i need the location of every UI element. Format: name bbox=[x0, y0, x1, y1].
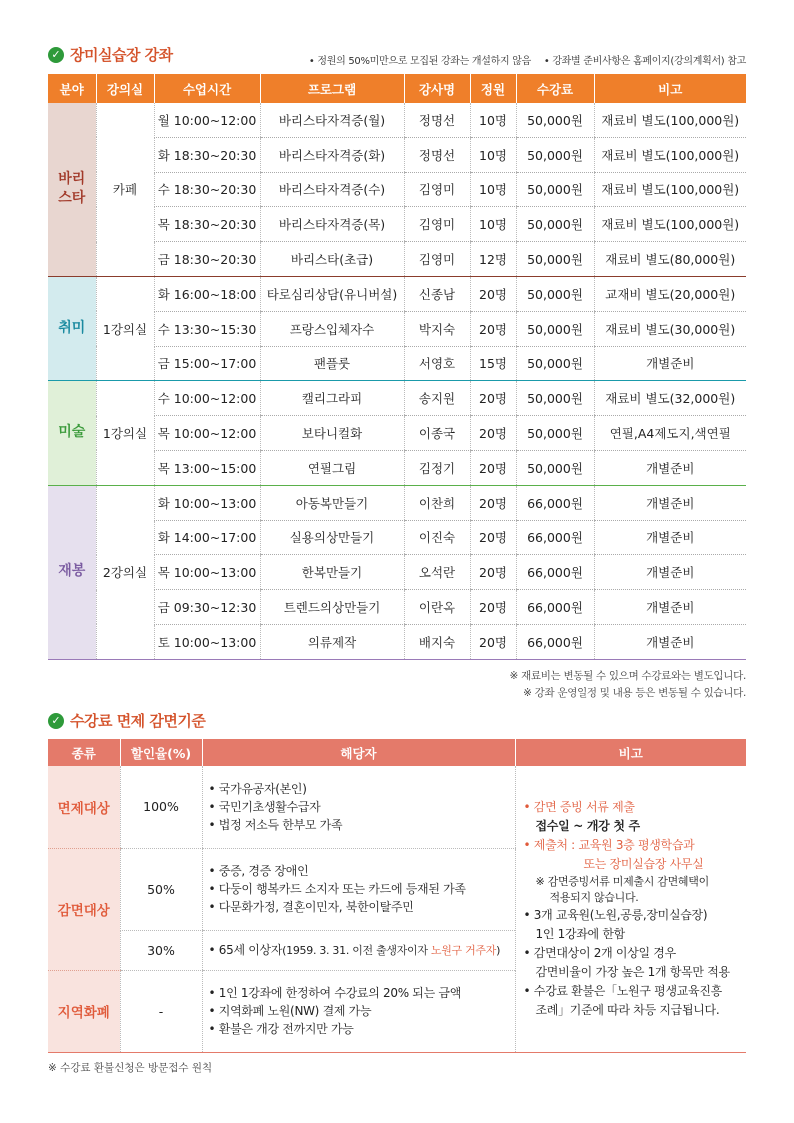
header-eligible: 해당자 bbox=[202, 739, 515, 766]
tuition: 66,000원 bbox=[516, 624, 594, 659]
program-name: 바리스타자격증(목) bbox=[260, 207, 404, 242]
capacity: 10명 bbox=[470, 103, 516, 137]
class-time: 토 10:00~13:00 bbox=[154, 624, 260, 659]
remark: 재료비 별도(80,000원) bbox=[594, 242, 746, 277]
course-header-cell: 분야 bbox=[48, 74, 96, 103]
instructor: 이종국 bbox=[404, 416, 470, 451]
note-preparation: • 강좌별 준비사항은 홈페이지(강의계획서) 참고 bbox=[543, 56, 746, 67]
program-name: 실용의상만들기 bbox=[260, 520, 404, 555]
capacity: 10명 bbox=[470, 137, 516, 172]
instructor: 박지숙 bbox=[404, 311, 470, 346]
program-name: 타로심리상담(유니버설) bbox=[260, 276, 404, 311]
tuition: 66,000원 bbox=[516, 590, 594, 625]
eligible-item: • 다문화가정, 결혼이민자, 북한이탈주민 bbox=[208, 900, 414, 914]
room-label: 1강의실 bbox=[96, 276, 154, 380]
remark: 재료비 별도(100,000원) bbox=[594, 103, 746, 137]
capacity: 20명 bbox=[470, 590, 516, 625]
program-name: 보타니컬화 bbox=[260, 416, 404, 451]
top-notes bbox=[299, 52, 746, 67]
program-name: 팬플룻 bbox=[260, 346, 404, 381]
fee-row-exempt bbox=[48, 766, 746, 848]
eligible-item: • 환불은 개강 전까지만 가능 bbox=[208, 1022, 354, 1036]
section-header-fee-reduction bbox=[48, 710, 205, 731]
capacity: 20명 bbox=[470, 450, 516, 485]
program-name: 바리스타자격증(화) bbox=[260, 137, 404, 172]
remark: 재료비 별도(100,000원) bbox=[594, 172, 746, 207]
remark-refund: • 수강료 환불은「노원구 평생교육진흥 bbox=[523, 983, 722, 998]
class-time: 금 15:00~17:00 bbox=[154, 346, 260, 381]
class-time: 목 13:00~15:00 bbox=[154, 450, 260, 485]
tuition: 50,000원 bbox=[516, 276, 594, 311]
instructor: 김영미 bbox=[404, 207, 470, 242]
refund-footnote: ※ 수강료 환불신청은 방문접수 원칙 bbox=[48, 1062, 213, 1074]
capacity: 20명 bbox=[470, 311, 516, 346]
class-time: 화 10:00~13:00 bbox=[154, 485, 260, 520]
class-time: 금 18:30~20:30 bbox=[154, 242, 260, 277]
eligible-local-currency bbox=[202, 970, 515, 1052]
course-row bbox=[48, 103, 746, 137]
area-label: 취미 bbox=[48, 276, 96, 380]
course-header-cell: 프로그램 bbox=[260, 74, 404, 103]
tuition: 50,000원 bbox=[516, 416, 594, 451]
eligible-item: • 법정 저소득 한부모 가족 bbox=[208, 817, 343, 832]
tuition: 66,000원 bbox=[516, 555, 594, 590]
remark: 재료비 별도(32,000원) bbox=[594, 381, 746, 416]
room-label: 카페 bbox=[96, 103, 154, 276]
course-header-row bbox=[48, 74, 746, 103]
tuition: 50,000원 bbox=[516, 346, 594, 381]
course-header-cell: 수업시간 bbox=[154, 74, 260, 103]
eligible-item: • 중증, 경증 장애인 bbox=[208, 864, 309, 878]
remark-three-centers: • 3개 교육원(노원,공릉,장미실습장) bbox=[523, 907, 708, 922]
check-circle-icon: ✓ bbox=[48, 47, 64, 63]
check-circle-icon: ✓ bbox=[48, 713, 64, 729]
eligible-reduce-30 bbox=[202, 930, 515, 970]
fee-header-row bbox=[48, 739, 746, 766]
rate-reduce-50: 50% bbox=[120, 848, 202, 930]
eligible-item: • 다둥이 행복카드 소지자 또는 카드에 등재된 가족 bbox=[208, 882, 466, 896]
remark-highest-rate: 감면비율이 가장 높은 1개 항목만 적용 bbox=[535, 964, 730, 979]
category-reduce: 감면대상 bbox=[48, 848, 120, 970]
program-name: 바리스타(초급) bbox=[260, 242, 404, 277]
tuition: 50,000원 bbox=[516, 137, 594, 172]
remark: 재료비 별도(30,000원) bbox=[594, 311, 746, 346]
tuition: 50,000원 bbox=[516, 103, 594, 137]
tuition: 66,000원 bbox=[516, 485, 594, 520]
eligible-item: • 국민기초생활수급자 bbox=[208, 799, 321, 814]
program-name: 캘리그라피 bbox=[260, 381, 404, 416]
class-time: 목 18:30~20:30 bbox=[154, 207, 260, 242]
eligible-senior-resident: 노원구 거주자 bbox=[430, 943, 497, 957]
rate-local-currency: - bbox=[120, 970, 202, 1052]
tuition: 50,000원 bbox=[516, 172, 594, 207]
instructor: 김영미 bbox=[404, 172, 470, 207]
instructor: 서영호 bbox=[404, 346, 470, 381]
eligible-senior-condition: (1959. 3. 31. 이전 출생자이자 bbox=[282, 943, 431, 957]
class-time: 월 10:00~12:00 bbox=[154, 103, 260, 137]
eligible-senior-close: ) bbox=[496, 943, 501, 957]
class-time: 목 10:00~12:00 bbox=[154, 416, 260, 451]
remark-multiple-eligibility: • 감면대상이 2개 이상일 경우 bbox=[523, 945, 676, 960]
class-time: 수 13:30~15:30 bbox=[154, 311, 260, 346]
instructor: 정명선 bbox=[404, 103, 470, 137]
instructor: 김정기 bbox=[404, 450, 470, 485]
section-title: 수강료 면제 감면기준 bbox=[70, 712, 206, 730]
eligible-item: • 1인 1강좌에 한정하여 수강료의 20% 되는 금액 bbox=[208, 986, 461, 1000]
section-header-courses bbox=[48, 44, 173, 65]
instructor: 이찬희 bbox=[404, 485, 470, 520]
class-time: 수 18:30~20:30 bbox=[154, 172, 260, 207]
remark: 개별준비 bbox=[594, 624, 746, 659]
header-rate: 할인율(%) bbox=[120, 739, 202, 766]
instructor: 배지숙 bbox=[404, 624, 470, 659]
remark: 개별준비 bbox=[594, 346, 746, 381]
capacity: 12명 bbox=[470, 242, 516, 277]
rate-reduce-30: 30% bbox=[120, 930, 202, 970]
remark-docs: • 감면 증빙 서류 제출 bbox=[523, 799, 635, 814]
rate-exempt: 100% bbox=[120, 766, 202, 848]
capacity: 20명 bbox=[470, 276, 516, 311]
capacity: 20명 bbox=[470, 555, 516, 590]
tuition: 50,000원 bbox=[516, 242, 594, 277]
area-label: 미술 bbox=[48, 381, 96, 485]
remark: 개별준비 bbox=[594, 450, 746, 485]
eligible-item: • 지역화폐 노원(NW) 결제 가능 bbox=[208, 1004, 372, 1018]
header-type: 종류 bbox=[48, 739, 120, 766]
course-row bbox=[48, 485, 746, 520]
course-row bbox=[48, 276, 746, 311]
capacity: 20명 bbox=[470, 416, 516, 451]
tuition: 66,000원 bbox=[516, 520, 594, 555]
instructor: 오석란 bbox=[404, 555, 470, 590]
class-time: 화 16:00~18:00 bbox=[154, 276, 260, 311]
remark: 개별준비 bbox=[594, 520, 746, 555]
course-table bbox=[48, 74, 746, 660]
section-title: 장미실습장 강좌 bbox=[70, 46, 173, 64]
eligible-item: • 국가유공자(본인) bbox=[208, 781, 307, 796]
remark-warning: ※ 감면증빙서류 미제출시 감면혜택이 bbox=[535, 874, 709, 888]
course-header-cell: 정원 bbox=[470, 74, 516, 103]
program-name: 프랑스입체자수 bbox=[260, 311, 404, 346]
capacity: 15명 bbox=[470, 346, 516, 381]
remark: 연필,A4제도지,색연필 bbox=[594, 416, 746, 451]
course-header-cell: 수강료 bbox=[516, 74, 594, 103]
class-time: 금 09:30~12:30 bbox=[154, 590, 260, 625]
capacity: 20명 bbox=[470, 624, 516, 659]
course-row bbox=[48, 381, 746, 416]
header-remarks: 비고 bbox=[515, 739, 746, 766]
area-label: 재봉 bbox=[48, 485, 96, 659]
class-time: 목 10:00~13:00 bbox=[154, 555, 260, 590]
program-name: 트렌드의상만들기 bbox=[260, 590, 404, 625]
course-header-cell: 강의실 bbox=[96, 74, 154, 103]
capacity: 20명 bbox=[470, 381, 516, 416]
eligible-exempt bbox=[202, 766, 515, 848]
remark: 재료비 별도(100,000원) bbox=[594, 137, 746, 172]
class-time: 화 14:00~17:00 bbox=[154, 520, 260, 555]
program-name: 바리스타자격증(월) bbox=[260, 103, 404, 137]
remark: 재료비 별도(100,000원) bbox=[594, 207, 746, 242]
tuition: 50,000원 bbox=[516, 450, 594, 485]
remark-submit-place-alt: 또는 장미실습장 사무실 bbox=[583, 856, 704, 871]
program-name: 연필그림 bbox=[260, 450, 404, 485]
instructor: 신종남 bbox=[404, 276, 470, 311]
remark-refund-cont: 조례」기준에 따라 차등 지급됩니다. bbox=[535, 1002, 720, 1017]
capacity: 10명 bbox=[470, 172, 516, 207]
instructor: 이란옥 bbox=[404, 590, 470, 625]
capacity: 10명 bbox=[470, 207, 516, 242]
remark: 개별준비 bbox=[594, 485, 746, 520]
area-label: 바리 스타 bbox=[48, 103, 96, 276]
remark-submit-place: • 제출처 : 교육원 3층 평생학습과 bbox=[523, 837, 695, 852]
remark-one-course: 1인 1강좌에 한함 bbox=[535, 926, 625, 941]
remark: 교재비 별도(20,000원) bbox=[594, 276, 746, 311]
note-material-fee: ※ 재료비는 변동될 수 있으며 수강료와는 별도입니다. bbox=[509, 670, 746, 682]
remark: 개별준비 bbox=[594, 555, 746, 590]
program-name: 바리스타자격증(수) bbox=[260, 172, 404, 207]
remark: 개별준비 bbox=[594, 590, 746, 625]
material-notes bbox=[510, 668, 746, 702]
room-label: 2강의실 bbox=[96, 485, 154, 659]
course-header-cell: 비고 bbox=[594, 74, 746, 103]
program-name: 의류제작 bbox=[260, 624, 404, 659]
eligible-reduce-50 bbox=[202, 848, 515, 930]
room-label: 1강의실 bbox=[96, 381, 154, 485]
instructor: 김영미 bbox=[404, 242, 470, 277]
class-time: 수 10:00~12:00 bbox=[154, 381, 260, 416]
remarks-cell bbox=[515, 766, 746, 1052]
program-name: 한복만들기 bbox=[260, 555, 404, 590]
capacity: 20명 bbox=[470, 520, 516, 555]
fee-reduction-table bbox=[48, 739, 746, 1053]
tuition: 50,000원 bbox=[516, 207, 594, 242]
remark-docs-period: 접수일 ~ 개강 첫 주 bbox=[535, 818, 640, 833]
instructor: 이진숙 bbox=[404, 520, 470, 555]
capacity: 20명 bbox=[470, 485, 516, 520]
remark-warning-cont: 적용되지 않습니다. bbox=[549, 890, 639, 904]
program-name: 아동복만들기 bbox=[260, 485, 404, 520]
instructor: 정명선 bbox=[404, 137, 470, 172]
note-schedule-change: ※ 강좌 운영일정 및 내용 등은 변동될 수 있습니다. bbox=[523, 687, 746, 699]
category-exempt: 면제대상 bbox=[48, 766, 120, 848]
course-header-cell: 강사명 bbox=[404, 74, 470, 103]
category-local-currency: 지역화폐 bbox=[48, 970, 120, 1052]
instructor: 송지원 bbox=[404, 381, 470, 416]
note-minimum-enrollment: • 정원의 50%미만으로 모집된 강좌는 개설하지 않음 bbox=[308, 56, 531, 67]
tuition: 50,000원 bbox=[516, 381, 594, 416]
class-time: 화 18:30~20:30 bbox=[154, 137, 260, 172]
tuition: 50,000원 bbox=[516, 311, 594, 346]
eligible-senior: • 65세 이상자 bbox=[208, 942, 283, 957]
